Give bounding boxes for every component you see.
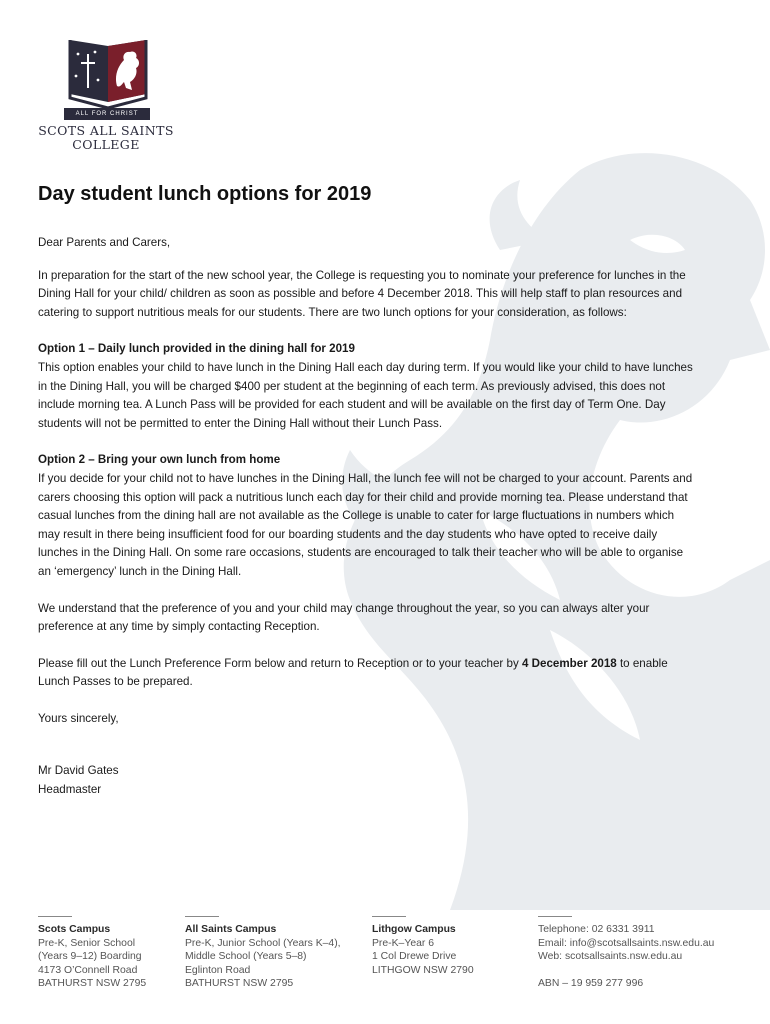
scots-line: BATHURST NSW 2795 (38, 978, 147, 989)
greeting: Dear Parents and Carers, (38, 236, 171, 249)
contact-web[interactable]: Web: scotsallsaints.nsw.edu.au (538, 951, 683, 962)
college-name-line1: SCOTS ALL SAINTS (38, 123, 174, 138)
signatory-name: Mr David Gates (38, 764, 119, 778)
option2-title: Option 2 – Bring your own lunch from home (38, 453, 281, 467)
allsaints-campus-title: All Saints Campus (185, 924, 277, 935)
signature (38, 762, 698, 799)
contact-email[interactable]: Email: info@scotsallsaints.nsw.edu.au (538, 937, 715, 949)
logo-motto: ALL FOR CHRIST (64, 108, 150, 120)
allsaints-line: Pre-K, Junior School (Years K–4), (185, 937, 341, 949)
form-note-before: Please fill out the Lunch Preference Form below and return to Reception or to your teacher by (38, 656, 522, 670)
signatory-role: Headmaster (38, 783, 102, 797)
scots-line: (Years 9–12) Boarding (38, 951, 142, 962)
college-name (36, 124, 176, 152)
letter-body (38, 180, 698, 800)
footer-scots-campus (38, 916, 146, 991)
scots-line: 4173 O’Connell Road (38, 964, 138, 976)
college-name-line2: COLLEGE (72, 137, 140, 152)
footer-lithgow-campus (372, 916, 474, 977)
allsaints-line: Eglinton Road (185, 964, 251, 976)
allsaints-line: Middle School (Years 5–8) (185, 951, 307, 962)
contact-telephone: Telephone: 02 6331 3911 (538, 924, 655, 935)
intro-paragraph: In preparation for the start of the new school year, the College is requesting you to nominate your preference for lunches in the Dining Hall for your child/ children as soon as possible and before 4 December 2018. This will help staff to plan resources and catering to support nutritious meals for our students. There are two lunch options for your consideration, as follows: (38, 268, 686, 319)
footer-contact (538, 916, 714, 991)
option2-body: If you decide for your child not to have lunches in the Dining Hall, the lunch fee will not be charged to your account. Parents and carers choosing this option will pack a nutritious lunch each day for their child and provide morning tea. Please understand that casual lunches from the dining hall are not available as the College is unable to cater for large fluctuations in numbers which may result in there being insufficient food for our boarding students and the day students who have opted to receive daily lunches in the Dining Hall. On some rare occasions, students are encouraged to talk their teacher who will be able to organise an ‘emergency’ lunch in the Dining Hall. (38, 471, 693, 578)
closing: Yours sincerely, (38, 711, 119, 725)
lithgow-line: Pre-K–Year 6 (372, 937, 434, 949)
allsaints-line: BATHURST NSW 2795 (185, 978, 294, 989)
preference-note: We understand that the preference of you and your child may change throughout the year, so you can always alter your preference at any time by simply contacting Reception. (38, 601, 650, 634)
lithgow-line: 1 Col Drewe Drive (372, 951, 457, 962)
scots-campus-title: Scots Campus (38, 924, 111, 935)
option1-section (38, 340, 698, 433)
letter-title: Day student lunch options for 2019 (38, 183, 372, 205)
form-due-date: 4 December 2018 (521, 656, 617, 670)
college-crest-icon (62, 36, 154, 118)
footer-allsaints-campus (185, 916, 341, 991)
option2-section (38, 451, 698, 581)
lithgow-line: LITHGOW NSW 2790 (372, 964, 474, 976)
contact-abn: ABN – 19 959 277 996 (538, 978, 644, 989)
option1-body: This option enables your child to have lunch in the Dining Hall each day during term. If you would like your child to have lunches in the Dining Hall, you will be charged $400 per student at the beginning of each term. As previously advised, this does not include morning tea. A Lunch Pass will be provided for each student and will be available on the first day of Term One. Day students will not be permitted to enter the Dining Hall without their Lunch Pass. (38, 360, 693, 430)
form-note (38, 655, 698, 692)
scots-line: Pre-K, Senior School (38, 937, 136, 949)
option1-title: Option 1 – Daily lunch provided in the dining hall for 2019 (38, 342, 355, 356)
lithgow-campus-title: Lithgow Campus (372, 924, 456, 935)
form-note-after: to enable Lunch Passes to be prepared. (38, 656, 668, 689)
